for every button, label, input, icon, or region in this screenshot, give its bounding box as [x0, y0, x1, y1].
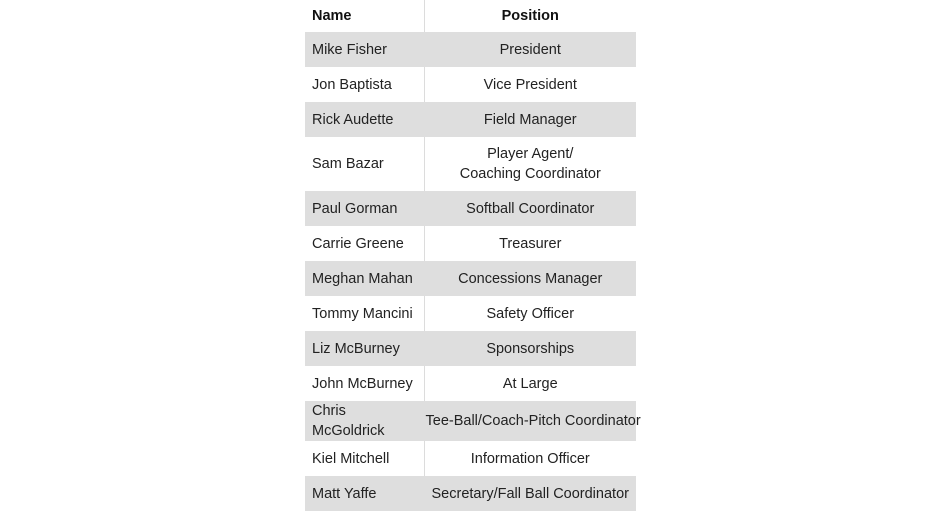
member-name: Carrie Greene: [305, 226, 424, 261]
position-line: Secretary/Fall Ball Coordinator: [431, 485, 629, 502]
member-position: [424, 32, 636, 67]
member-name: Liz McBurney: [305, 331, 424, 366]
member-position: [424, 441, 636, 476]
table-row: [305, 261, 636, 296]
member-position: [424, 102, 636, 137]
position-line: At Large: [502, 375, 558, 392]
position-line: Player Agent/: [487, 146, 574, 162]
table-row: [305, 102, 636, 137]
table-row: [305, 137, 636, 191]
table-header-row: [305, 0, 636, 32]
member-position: [424, 476, 636, 511]
member-name: Rick Audette: [305, 102, 424, 137]
table-row: [305, 476, 636, 511]
member-name: John McBurney: [305, 366, 424, 401]
member-name: Chris McGoldrick: [305, 401, 424, 441]
position-line: Vice President: [483, 76, 577, 93]
table-row: [305, 226, 636, 261]
member-name: Paul Gorman: [305, 191, 424, 226]
member-name: Meghan Mahan: [305, 261, 424, 296]
position-line: Field Manager: [483, 111, 577, 128]
table-row: [305, 32, 636, 67]
member-position: [424, 366, 636, 401]
member-position: [424, 401, 641, 441]
table-row: [305, 296, 636, 331]
position-line: Concessions Manager: [458, 270, 603, 287]
position-line: Information Officer: [470, 450, 590, 467]
position-line: Softball Coordinator: [466, 200, 595, 217]
table-row: [305, 191, 636, 226]
table-row: [305, 67, 636, 102]
table-row: [305, 441, 636, 476]
table-row: [305, 331, 636, 366]
table-row: [305, 401, 636, 441]
position-line: Tee-Ball/Coach-Pitch Coordinator: [425, 413, 641, 429]
member-name: Mike Fisher: [305, 32, 424, 67]
column-header-position: Position: [424, 0, 636, 32]
table-body: [305, 32, 641, 511]
column-header-name: Name: [305, 0, 424, 32]
member-name: Tommy Mancini: [305, 296, 424, 331]
member-position: [424, 67, 636, 102]
position-line: Safety Officer: [486, 305, 575, 322]
member-position: [424, 261, 636, 296]
position-line: Coaching Coordinator: [459, 166, 601, 182]
member-name: Jon Baptista: [305, 67, 424, 102]
position-line: Treasurer: [499, 235, 562, 252]
member-name: Kiel Mitchell: [305, 441, 424, 476]
member-position: [424, 331, 636, 366]
table-row: [305, 366, 636, 401]
member-position: [424, 226, 636, 261]
member-name: Matt Yaffe: [305, 476, 424, 511]
board-members-table: [305, 0, 641, 511]
member-position: [424, 296, 636, 331]
member-name: Sam Bazar: [305, 137, 424, 191]
position-line: President: [499, 41, 561, 58]
position-line: Sponsorships: [486, 340, 575, 357]
member-position: [424, 191, 636, 226]
member-position: [424, 137, 636, 191]
